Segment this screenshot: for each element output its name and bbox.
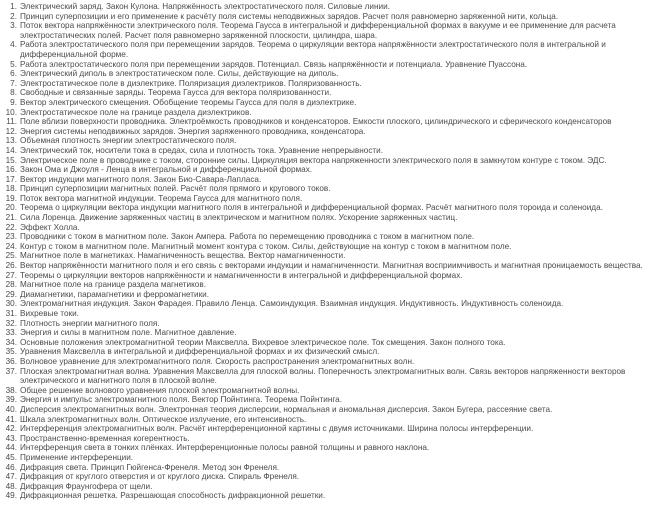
- item-text: Вектор электрического смещения. Обобщение теоремы Гаусса для поля в диэлектрике.: [20, 97, 357, 107]
- item-text: Свободные и связанные заряды. Теорема Гаусса для вектора поляризованности.: [20, 88, 332, 98]
- item-text: Принцип суперпозиции и его применение к расчёту поля системы неподвижных зарядов. Расчет поля равномерно заряженной нити, кольца.: [20, 11, 559, 21]
- list-item: [3, 453, 663, 463]
- item-number: 42.: [5, 424, 17, 434]
- list-item: [3, 98, 663, 108]
- item-number: 34.: [5, 337, 17, 347]
- item-number: 11.: [6, 117, 17, 127]
- list-item: [3, 434, 663, 444]
- item-text: Поток вектора напряжённости электрического поля. Теорема Гаусса в интегральной и дифференциальной формах в вакууме и ее применение для расчета электростатических полей. Расчет поля равномерно заряженной плоскости, цилиндра, шара.: [20, 21, 616, 40]
- item-text: Работа электростатического поля при перемещении зарядов. Потенциал. Связь напряжённости и потенциала. Уравнение Пуассона.: [20, 59, 528, 69]
- item-text: Контур с током в магнитном поле. Магнитный момент контура с током. Силы, действующие на контур с током в магнитном поле.: [20, 241, 512, 251]
- item-number: 9.: [10, 97, 17, 107]
- list-item: [3, 386, 663, 396]
- item-number: 29.: [5, 289, 17, 299]
- item-number: 40.: [5, 404, 17, 414]
- item-text: Объемная плотность энергии электростатического поля.: [20, 136, 237, 146]
- item-text: Шкала электромагнитных волн. Оптическое излучение, его интенсивность.: [20, 414, 307, 424]
- item-number: 10.: [5, 107, 17, 117]
- list-item: [3, 405, 663, 415]
- list-item: [3, 2, 663, 12]
- item-number: 3.: [10, 21, 17, 31]
- item-number: 25.: [5, 251, 17, 261]
- list-item: [3, 108, 663, 118]
- list-item: [3, 367, 663, 386]
- item-text: Общее решение волнового уравнения плоской электромагнитной волны.: [20, 385, 300, 395]
- list-item: [3, 491, 663, 501]
- question-list: [3, 2, 663, 501]
- item-number: 27.: [5, 270, 17, 280]
- item-number: 20.: [5, 203, 17, 213]
- list-item: [3, 415, 663, 425]
- item-number: 31.: [5, 309, 17, 318]
- list-item: [3, 156, 663, 166]
- item-text: Интерференция света в тонких плёнках. Интерференционные полосы равной толщины и равного наклона.: [20, 443, 430, 453]
- item-number: 43.: [5, 433, 17, 443]
- list-item: [3, 60, 663, 70]
- item-text: Вихревые токи.: [20, 309, 79, 318]
- item-number: 24.: [5, 241, 17, 251]
- item-number: 37.: [5, 366, 17, 376]
- item-number: 15.: [5, 155, 17, 165]
- list-item: [3, 424, 663, 434]
- item-number: 13.: [5, 136, 17, 146]
- list-item: [3, 146, 663, 156]
- item-number: 1.: [10, 2, 17, 11]
- list-item: [3, 175, 663, 185]
- item-number: 4.: [10, 40, 17, 50]
- item-number: 26.: [5, 261, 17, 271]
- item-text: Дифракция Фраунгофера от щели.: [20, 481, 153, 491]
- item-number: 7.: [10, 78, 17, 88]
- list-item: [3, 280, 663, 290]
- item-text: Принцип суперпозиции магнитных полей. Расчёт поля прямого и кругового токов.: [20, 184, 331, 194]
- list-item: [3, 271, 663, 281]
- item-number: 5.: [10, 59, 17, 69]
- item-text: Применение интерференции.: [20, 452, 134, 462]
- item-text: Основные положения электромагнитной теории Максвелла. Вихревое электрическое поле. Ток смещения. Закон полного тока.: [20, 337, 506, 347]
- item-text: Поле вблизи поверхности проводника. Электроёмкость проводников и конденсаторов. Емкости плоского, цилиндрического и сферического конденсаторов: [20, 117, 612, 127]
- list-item: [3, 338, 663, 348]
- item-number: 18.: [5, 184, 17, 194]
- item-number: 6.: [10, 69, 17, 79]
- list-item: [3, 232, 663, 242]
- item-text: Электрический ток, носители тока в средах, сила и плотность тока. Уравнение непрерывности.: [20, 145, 384, 155]
- item-number: 12.: [5, 126, 17, 136]
- list-item: [3, 482, 663, 492]
- item-text: Дифракция света. Принцип Гюйгенса-Френеля. Метод зон Френеля.: [20, 462, 280, 472]
- item-number: 23.: [5, 232, 17, 242]
- item-text: Диамагнетики, парамагнетики и ферромагнетики.: [20, 289, 210, 299]
- question-list-document: [3, 2, 663, 501]
- item-text: Сила Лоренца. Движение заряженных частиц в электрическом и магнитном полях. Ускорение заряженных частиц.: [20, 213, 458, 223]
- item-text: Энергия и силы в магнитном поле. Магнитное давление.: [20, 328, 237, 338]
- item-number: 35.: [5, 347, 17, 357]
- item-text: Электрическое поле в проводнике с током, сторонние силы. Циркуляция вектора напряженности электрического поля в замкнутом контуре с током. ЭДС.: [20, 155, 607, 165]
- item-text: Интерференция электромагнитных волн. Расчёт интерференционной картины с двумя источниками. Ширина полосы интерференции.: [20, 424, 534, 434]
- item-text: Электростатическое поле на границе раздела диэлектриков.: [20, 107, 252, 117]
- item-number: 14.: [5, 145, 17, 155]
- list-item: [3, 165, 663, 175]
- item-text: Энергия и импульс электромагнитного поля. Вектор Пойнтинга. Теорема Пойнтинга.: [20, 395, 342, 405]
- item-number: 21.: [5, 213, 17, 223]
- item-number: 47.: [5, 472, 17, 482]
- item-number: 19.: [5, 193, 17, 203]
- list-item: [3, 12, 663, 22]
- item-number: 45.: [5, 452, 17, 462]
- list-item: [3, 213, 663, 223]
- list-item: [3, 261, 663, 271]
- item-text: Магнитное поле в магнетиках. Намагниченность вещества. Вектор намагниченности.: [20, 251, 346, 261]
- item-text: Электромагнитная индукция. Закон Фарадея. Правило Ленца. Самоиндукция. Взаимная индукция. Индуктивность. Индуктивность соленоида.: [20, 299, 564, 309]
- item-number: 16.: [5, 165, 17, 175]
- item-number: 39.: [5, 395, 17, 405]
- list-item: [3, 443, 663, 453]
- item-text: Дифракционная решетка. Разрешающая способность дифракционной решетки.: [20, 491, 326, 501]
- item-number: 48.: [5, 481, 17, 491]
- list-item: [3, 242, 663, 252]
- item-text: Электрический диполь в электростатическом поле. Силы, действующие на диполь.: [20, 69, 339, 79]
- item-text: Электрический заряд. Закон Кулона. Напряжённость электростатического поля. Силовые линии.: [20, 2, 390, 11]
- item-text: Вектор индукции магнитного поля. Закон Био-Савара-Лапласа.: [20, 174, 262, 184]
- item-text: Энергия системы неподвижных зарядов. Энергия заряженного проводника, конденсатора.: [20, 126, 366, 136]
- item-text: Уравнения Максвелла в интегральной и дифференциальной формах и их физический смысл.: [20, 347, 380, 357]
- item-text: Теоремы о циркуляции векторов напряжённости и намагниченности в интегральной и дифференциальной формах.: [20, 270, 463, 280]
- item-number: 41.: [5, 414, 17, 424]
- list-item: [3, 117, 663, 127]
- item-text: Волновое уравнение для электромагнитного поля. Скорость распространения электромагнитных волн.: [20, 356, 415, 366]
- item-text: Пространственно-временная когерентность.: [20, 433, 190, 443]
- item-number: 49.: [5, 491, 17, 501]
- list-item: [3, 184, 663, 194]
- list-item: [3, 40, 663, 59]
- item-number: 28.: [5, 280, 17, 290]
- item-number: 17.: [5, 174, 17, 184]
- item-number: 38.: [5, 385, 17, 395]
- item-text: Магнитное поле на границе раздела магнетиков.: [20, 280, 206, 290]
- item-number: 8.: [10, 88, 17, 98]
- item-number: 33.: [5, 328, 17, 338]
- item-text: Плотность энергии магнитного поля.: [20, 318, 160, 328]
- list-item: [3, 69, 663, 79]
- list-item: [3, 290, 663, 300]
- item-text: Проводники с током в магнитном поле. Закон Ампера. Работа по перемещению проводника с током в магнитном поле.: [20, 232, 475, 242]
- item-text: Работа электростатического поля при перемещении зарядов. Теорема о циркуляции вектора напряжённости электростатического поля в интегральной и дифференциальной форме.: [20, 40, 606, 59]
- list-item: [3, 319, 663, 329]
- list-item: [3, 136, 663, 146]
- item-text: Поток вектора магнитной индукции. Теорема Гаусса для магнитного поля.: [20, 193, 303, 203]
- item-number: 46.: [5, 462, 17, 472]
- list-item: [3, 79, 663, 89]
- list-item: [3, 203, 663, 213]
- list-item: [3, 395, 663, 405]
- item-text: Дисперсия электромагнитных волн. Электронная теория дисперсии, нормальная и аномальная дисперсия. Закон Бугера, рассеяние света.: [20, 404, 553, 414]
- list-item: [3, 347, 663, 357]
- item-text: Теорема о циркуляции вектора индукции магнитного поля в интегральной и дифференциальной формах. Расчёт магнитного поля тороида и соленоида.: [20, 203, 603, 213]
- list-item: [3, 223, 663, 233]
- list-item: [3, 472, 663, 482]
- list-item: [3, 127, 663, 137]
- item-number: 32.: [5, 318, 17, 328]
- list-item: [3, 21, 663, 40]
- list-item: [3, 88, 663, 98]
- list-item: [3, 357, 663, 367]
- item-number: 44.: [5, 443, 17, 453]
- item-text: Закон Ома и Джоуля - Ленца в интегральной и дифференциальной формах.: [20, 165, 313, 175]
- item-number: 22.: [5, 222, 17, 232]
- list-item: [3, 328, 663, 338]
- item-text: Плоская электромагнитная волна. Уравнения Максвелла для плоской волны. Поперечность электромагнитных волн. Связь векторов напряженности векторов электрического и магнитного поля в плоской волне.: [20, 366, 626, 386]
- item-number: 2.: [10, 11, 17, 21]
- item-text: Дифракция от круглого отверстия и от круглого диска. Спираль Френеля.: [20, 472, 300, 482]
- list-item: [3, 251, 663, 261]
- item-text: Эффект Холла.: [20, 222, 80, 232]
- list-item: [3, 463, 663, 473]
- list-item: [3, 299, 663, 309]
- item-text: Электростатическое поле в диэлектрике. Поляризация диэлектриков. Поляризованность.: [20, 78, 362, 88]
- list-item: [3, 309, 663, 319]
- item-text: Вектор напряжённости магнитного поля и его связь с векторами индукции и намагниченности. Магнитная восприимчивость и магнитная проницаемость вещества.: [20, 261, 643, 271]
- list-item: [3, 194, 663, 204]
- item-number: 30.: [5, 299, 17, 309]
- item-number: 36.: [5, 356, 17, 366]
